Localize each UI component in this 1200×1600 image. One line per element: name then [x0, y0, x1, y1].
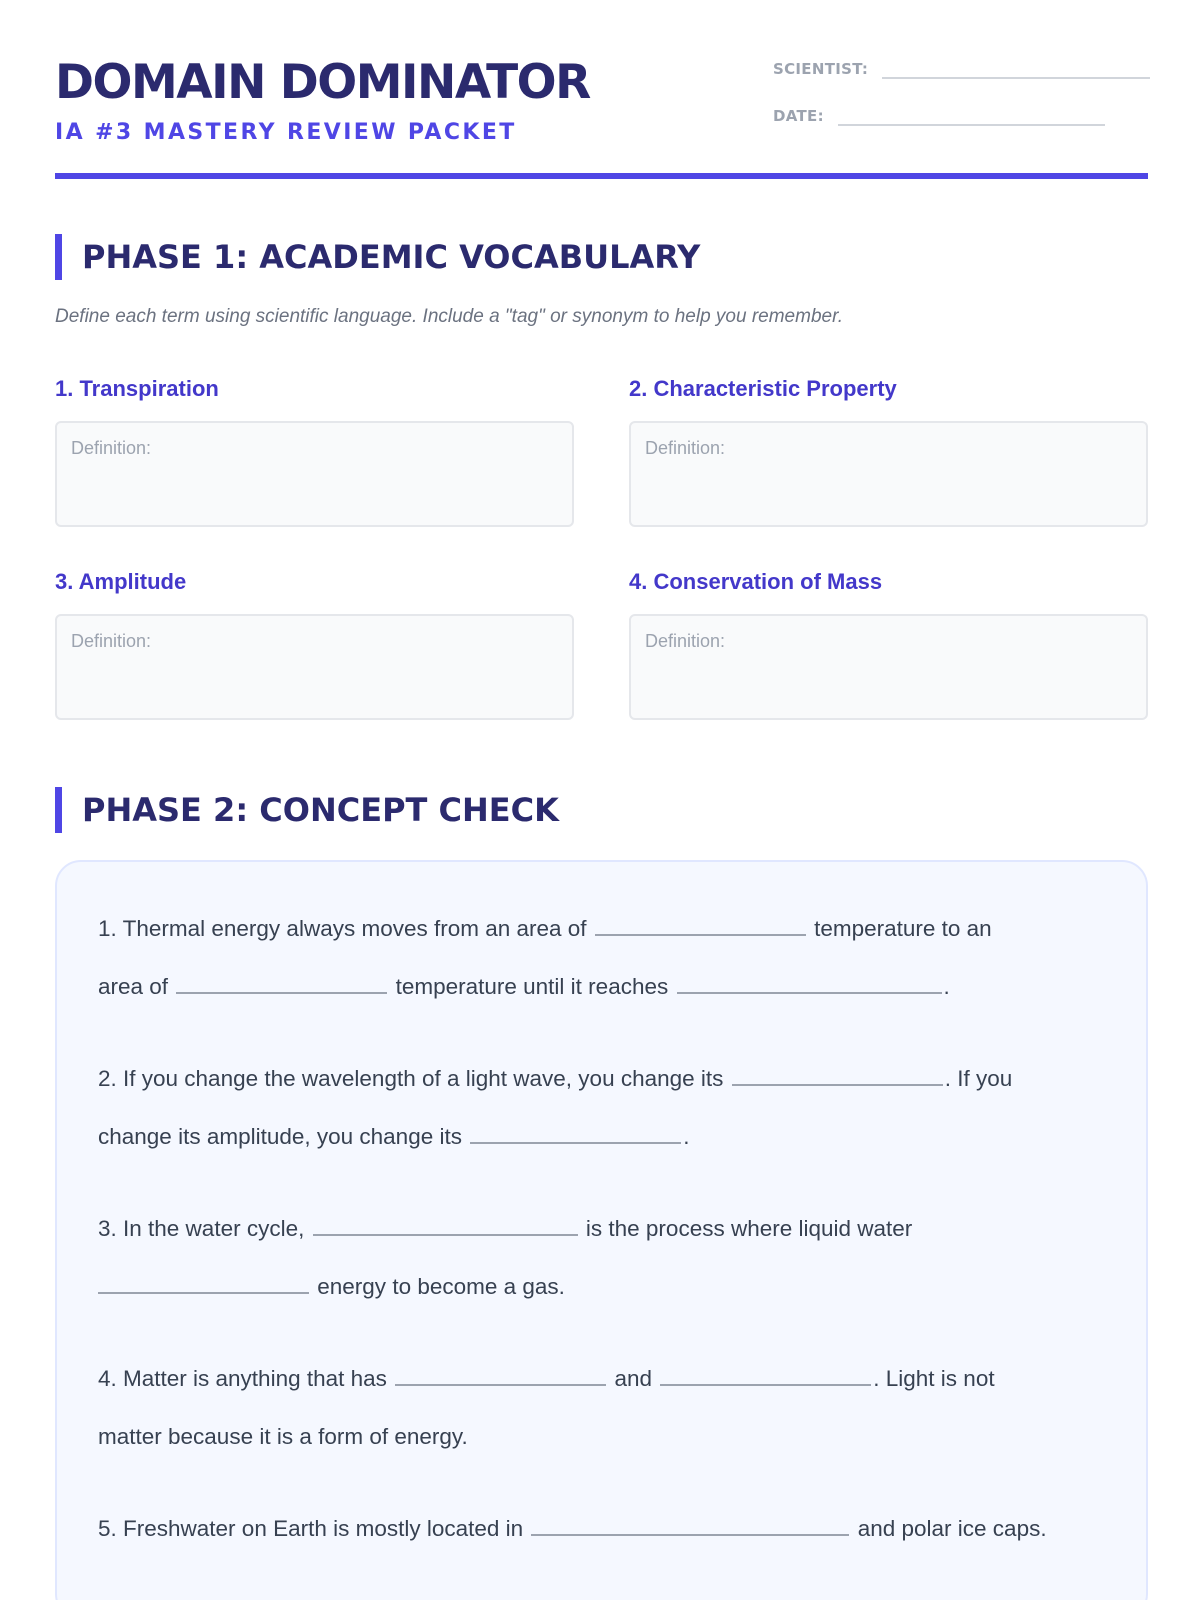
- scientist-label: SCIENTIST:: [773, 60, 869, 78]
- scientist-input-line[interactable]: [882, 59, 1150, 79]
- vocab-item: [55, 374, 574, 458]
- answer-blank[interactable]: [176, 974, 387, 994]
- header: [55, 52, 1148, 180]
- answer-blank[interactable]: [677, 974, 942, 994]
- phase2-heading: PHASE 2: CONCEPT CHECK: [55, 787, 1148, 833]
- answer-blank[interactable]: [531, 1516, 849, 1536]
- page-subtitle: IA #3 MASTERY REVIEW PACKET: [55, 120, 517, 145]
- question-4-line-2: matter because it is a form of energy.: [98, 1424, 468, 1449]
- answer-blank[interactable]: [470, 1124, 681, 1144]
- answer-blank[interactable]: [595, 916, 806, 936]
- question-5-line-1: 5. Freshwater on Earth is mostly located in and polar ice caps.: [98, 1516, 1047, 1541]
- vocab-term: 4. Conservation of Mass: [629, 569, 883, 594]
- definition-placeholder: Definition:: [71, 631, 152, 651]
- definition-placeholder: Definition:: [645, 438, 726, 458]
- definition-box[interactable]: [55, 614, 574, 720]
- vocab-item: [629, 567, 1148, 651]
- concept-check-panel: [55, 860, 1148, 1600]
- scientist-field: [773, 59, 1150, 79]
- answer-blank[interactable]: [313, 1216, 578, 1236]
- question-2-line-2: change its amplitude, you change its .: [98, 1124, 690, 1149]
- date-label: DATE:: [773, 107, 824, 125]
- answer-blank[interactable]: [98, 1274, 309, 1294]
- answer-blank[interactable]: [732, 1066, 943, 1086]
- definition-box[interactable]: [629, 421, 1148, 527]
- answer-blank[interactable]: [660, 1366, 871, 1386]
- phase1-instructions: Define each term using scientific language. Include a "tag" or synonym to help you remember.: [55, 306, 843, 327]
- vocab-term: 1. Transpiration: [55, 376, 219, 401]
- vocab-term: 2. Characteristic Property: [629, 376, 897, 401]
- question-4-line-1: 4. Matter is anything that has and . Light is not: [98, 1366, 995, 1391]
- vocab-term: 3. Amplitude: [55, 569, 187, 594]
- header-divider: [55, 173, 1148, 179]
- vocab-item: [55, 567, 574, 651]
- worksheet-page: [55, 0, 1148, 1600]
- phase1-heading: PHASE 1: ACADEMIC VOCABULARY: [55, 234, 1148, 280]
- definition-box[interactable]: [629, 614, 1148, 720]
- date-field: [773, 106, 1105, 126]
- definition-box[interactable]: [55, 421, 574, 527]
- question-3-line-1: 3. In the water cycle, is the process where liquid water: [98, 1216, 913, 1241]
- question-1-line-2: area of temperature until it reaches .: [98, 974, 950, 999]
- question-2-line-1: 2. If you change the wavelength of a light wave, you change its . If you: [98, 1066, 1013, 1091]
- question-1-line-1: 1. Thermal energy always moves from an area of temperature to an: [98, 916, 992, 941]
- definition-placeholder: Definition:: [71, 438, 152, 458]
- definition-placeholder: Definition:: [645, 631, 726, 651]
- question-3-line-2: energy to become a gas.: [98, 1258, 565, 1316]
- date-input-line[interactable]: [838, 106, 1105, 126]
- vocab-item: [629, 374, 1148, 458]
- answer-blank[interactable]: [395, 1366, 606, 1386]
- page-title: DOMAIN DOMINATOR: [55, 55, 590, 110]
